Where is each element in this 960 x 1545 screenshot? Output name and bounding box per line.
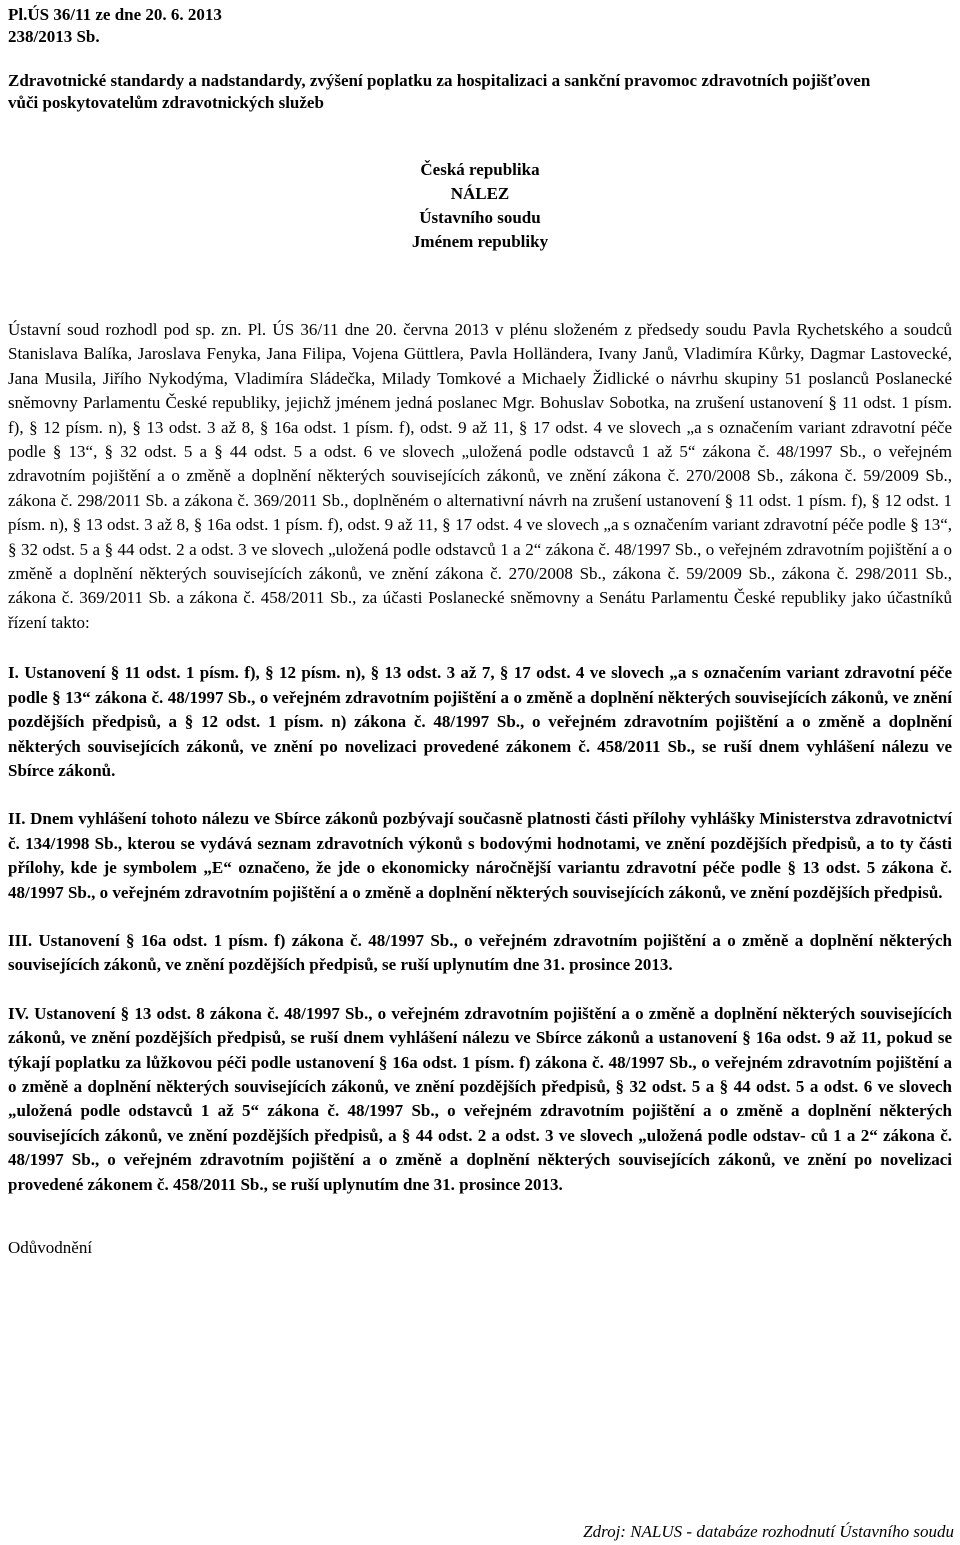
country-name: Česká republika: [420, 160, 540, 179]
source-note: Zdroj: NALUS - databáze rozhodnutí Ústavního soudu: [583, 1522, 954, 1541]
court-name: Ústavního soudu: [419, 208, 541, 227]
collection-number: 238/2013 Sb.: [8, 27, 100, 46]
in-name-of-republic: Jménem republiky: [411, 232, 549, 251]
intro-paragraph: Ústavní soud rozhodl pod sp. zn. Pl. ÚS 36/11 dne 20. června 2013 v plénu složeném z předsedy soudu Pavla Rychetského a soudců Stanislava Balíka, Jaroslava Fenyka, Jana Filipa, Vojena Güttlera, Pavla Holländera, Ivany Janů, Vladimíra Kůrky, Dagmar Lastovecké, Jana Musila, Jiřího Nykodýma, Vladimíra Sládečka, Milady Tomkové a Michaely Židlické o návrhu skupiny 51 poslanců Poslanecké sněmovny Parlamentu České republiky, jejichž jménem jedná poslanec Mgr. Bohuslav Sobotka, na zrušení ustanovení § 11 odst. 1 písm. f), § 12 písm. n), § 13 odst. 3 až 8, § 16a odst. 1 písm. f), odst. 9 až 11, § 17 odst. 4 ve slovech „a s označením variant zdravotní péče podle § 13“, § 32 odst. 5 a § 44 odst. 5 a odst. 6 ve slovech „uložená podle odstavců 1 až 5“ zákona č. 48/1997 Sb., o veřejném zdravotním pojištění a o změně a doplnění některých souvisejících zákonů, ve znění zákona č. 270/2008 Sb., zákona č. 59/2009 Sb., zákona č. 298/2011 Sb. a zákona č. 369/2011 Sb., doplněném o alternativní návrh na zrušení ustanovení § 11 odst. 1 písm. f), § 12 odst. 1 písm. n), § 13 odst. 3 až 8, § 16a odst. 1 písm. f), odst. 9 až 11, § 17 odst. 4 ve slovech „a s označením variant zdravotní péče podle § 13“, § 32 odst. 5 a § 44 odst. 2 a odst. 3 ve slovech „uložená podle odstavců 1 a 2“ zákona č. 48/1997 Sb., o veřejném zdravotním pojištění a o změně a doplnění některých souvisejících zákonů, ve znění zákona č. 270/2008 Sb., zákona č. 59/2009 Sb., zákona č. 298/2011 Sb., zákona č. 369/2011 Sb. a zákona č. 458/2011 Sb., za účasti Poslanecké sněmovny a Senátu Parlamentu České republiky jako účastníků řízení takto:: [8, 320, 952, 632]
holding-paragraph-3: III. Ustanovení § 16a odst. 1 písm. f) zákona č. 48/1997 Sb., o veřejném zdravotním pojištění a o změně a doplnění některých souvisejících zákonů, ve znění pozdějších předpisů, se ruší uplynutím dne 31. prosince 2013.: [8, 930, 952, 975]
holding-paragraph-4: IV. Ustanovení § 13 odst. 8 zákona č. 48/1997 Sb., o veřejném zdravotním pojištění a o změně a doplnění některých souvisejících zákonů, ve znění pozdějších předpisů, se ruší dnem vyhlášení nálezu ve Sbírce zákonů a ustanovení § 16a odst. 9 až 11, pokud se týkají poplatku za lůžkovou péči podle ustanovení § 16a odst. 1 písm. f) zákona č. 48/1997 Sb., o veřejném zdravotním pojištění a o změně a doplnění některých souvisejících zákonů, ve znění pozdějších předpisů, § 32 odst. 5 a § 44 odst. 5 a odst. 6 ve slovech „uložená podle odstavců 1 až 5“ zákona č. 48/1997 Sb., o veřejném zdravotním pojištění a o změně a doplnění některých souvisejících zákonů, ve znění pozdějších předpisů, a § 44 odst. 2 a odst. 3 ve slovech „uložená podle odstav- ců 1 a 2“ zákona č. 48/1997 Sb., o veřejném zdravotním pojištění a o změně a doplnění některých souvisejících zákonů, ve znění po novelizaci provedené zákonem č. 458/2011 Sb., se ruší uplynutím dne 31. prosince 2013.: [8, 1003, 952, 1194]
decision-subject: Zdravotnické standardy a nadstandardy, zvýšení poplatku za hospitalizaci a sankční pravomoc zdravotních pojišťoven vůči poskytovatelům zdravotnických služeb: [8, 71, 871, 112]
reasoning-heading: Odůvodnění: [8, 1238, 93, 1257]
holding-paragraph-2: II. Dnem vyhlášení tohoto nálezu ve Sbírce zákonů pozbývají současně platnosti části přílohy vyhlášky Ministerstva zdravotnictví č. 134/1998 Sb., kterou se vydává seznam zdravotních výkonů s bodovými hodnotami, ve znění pozdějších předpisů, a to ty části přílohy, kde je symbolem „E“ označeno, že jde o ekonomicky náročnější variantu zdravotní péče podle § 13 odst. 5 zákona č. 48/1997 Sb., o veřejném zdravotním pojištění a o změně a doplnění některých souvisejících zákonů, ve znění pozdějších předpisů.: [8, 809, 952, 902]
title-block: [8, 158, 952, 254]
holding-paragraph-1: I. Ustanovení § 11 odst. 1 písm. f), § 12 písm. n), § 13 odst. 3 až 7, § 17 odst. 4 ve slovech „a s označením variant zdravotní péče podle § 13“ zákona č. 48/1997 Sb., o veřejném zdravotním pojištění a o změně a doplnění některých souvisejících zákonů, ve znění pozdějších předpisů, a § 12 odst. 1 písm. n) zákona č. 48/1997 Sb., o veřejném zdravotním pojištění a o změně a doplnění některých souvisejících zákonů, ve znění po novelizaci provedené zákonem č. 458/2011 Sb., se ruší dnem vyhlášení nálezu ve Sbírce zákonů.: [8, 663, 952, 780]
decision-type: NÁLEZ: [450, 184, 510, 203]
decision-reference: Pl.ÚS 36/11 ze dne 20. 6. 2013: [8, 5, 222, 24]
